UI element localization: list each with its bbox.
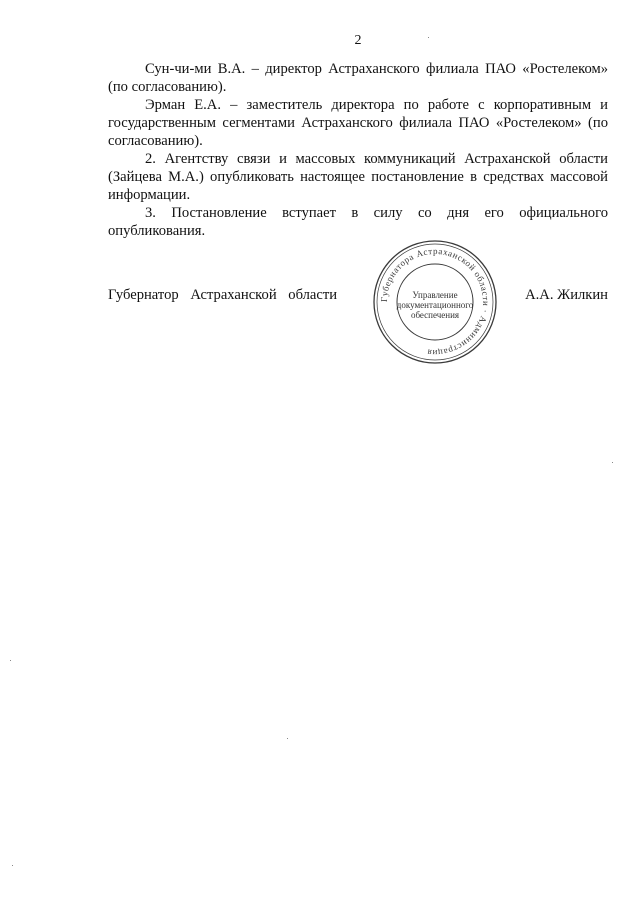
- scan-speck: [287, 738, 288, 739]
- seal-graphic: [370, 238, 500, 366]
- signatory-title: Губернатор Астраханской области: [108, 287, 338, 303]
- seal-outer-ring-inner: [377, 244, 493, 360]
- scan-speck: [428, 37, 429, 38]
- seal-inner-ring: [397, 264, 473, 340]
- page-number: 2: [354, 33, 362, 48]
- seal-ring-text: Губернатора Астраханской области · Администрация: [378, 245, 492, 359]
- scan-speck: [10, 660, 11, 661]
- seal-center-line-2: документационного: [396, 300, 474, 310]
- seal-center-line-3: обеспечения: [410, 310, 460, 320]
- seal-center-line-1: Управление: [412, 290, 458, 300]
- document-body: [108, 60, 608, 240]
- scan-speck: [612, 462, 613, 463]
- paragraph-erman: Эрман Е.А. – заместитель директора по работе с корпоративным и государственным сегментами Астраханского филиала ПАО «Ростелеком» (по согласованию).: [108, 97, 608, 149]
- seal-outer-ring: [374, 241, 496, 363]
- paragraph-item-3: 3. Постановление вступает в силу со дня его официального опубликования.: [108, 205, 608, 239]
- signatory-name: А.А. Жилкин: [525, 287, 608, 303]
- scan-speck: [12, 865, 13, 866]
- official-seal-stamp: [370, 238, 500, 366]
- paragraph-item-2: 2. Агентству связи и массовых коммуникаций Астраханской области (Зайцева М.А.) опубликовать настоящее постановление в средствах массовой информации.: [108, 151, 608, 203]
- signature-block: [108, 287, 608, 309]
- paragraph-sun-chi-mi: Сун-чи-ми В.А. – директор Астраханского филиала ПАО «Ростелеком» (по согласованию).: [108, 61, 608, 95]
